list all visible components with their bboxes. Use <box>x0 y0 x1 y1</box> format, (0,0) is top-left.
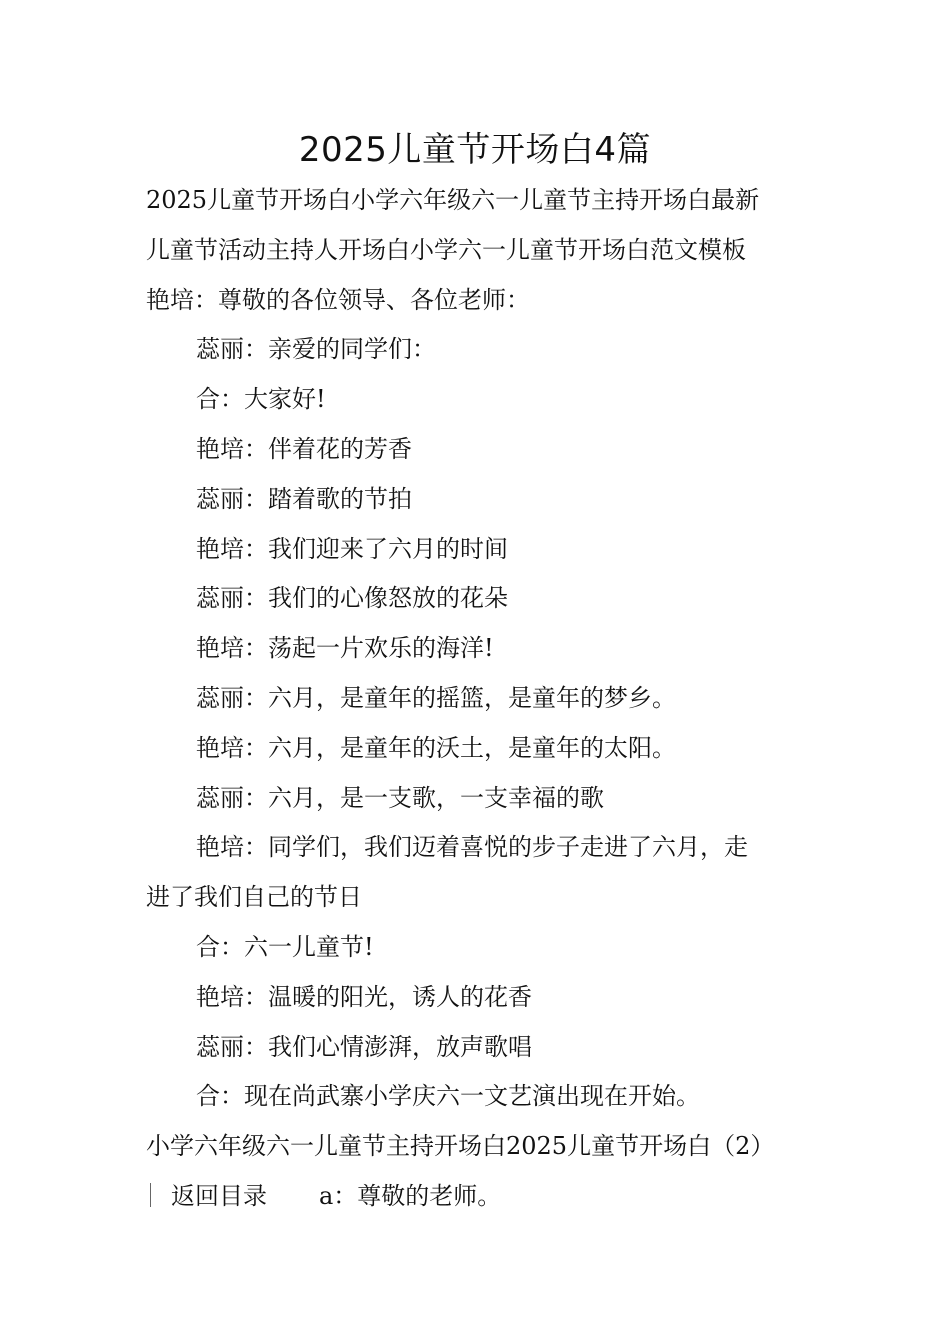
paragraph-line: 蕊丽：六月，是一支歌，一支幸福的歌 <box>196 783 604 812</box>
paragraph-line: 进了我们自己的节日 <box>146 883 362 912</box>
paragraph-line: 艳培：同学们，我们迈着喜悦的步子走进了六月，走 <box>196 833 748 862</box>
paragraph-line: 2025儿童节开场白小学六年级六一儿童节主持开场白最新 <box>146 186 760 214</box>
paragraph-line: 合：现在尚武寨小学庆六一文艺演出现在开始。 <box>196 1082 700 1111</box>
paragraph-line: 蕊丽：我们的心像怒放的花朵 <box>196 584 508 613</box>
divider-bar <box>150 1183 151 1207</box>
paragraph-line: 小学六年级六一儿童节主持开场白2025儿童节开场白（2） <box>146 1132 775 1161</box>
footer-text: a：尊敬的老师。 <box>319 1181 502 1210</box>
paragraph-line: 合：六一儿童节! <box>196 932 374 961</box>
paragraph-line: 儿童节活动主持人开场白小学六一儿童节开场白范文模板 <box>146 235 746 264</box>
paragraph-line: 蕊丽：亲爱的同学们： <box>196 335 436 364</box>
document-body <box>146 176 814 1222</box>
document-title: 2025儿童节开场白4篇 <box>298 130 652 170</box>
paragraph-line: 合：大家好! <box>196 385 326 414</box>
paragraph-line: 艳培：六月，是童年的沃土，是童年的太阳。 <box>196 733 676 762</box>
paragraph-line: 艳培：尊敬的各位领导、各位老师： <box>146 285 530 314</box>
back-to-contents-link[interactable]: 返回目录 <box>171 1181 267 1210</box>
paragraph-line: 蕊丽：六月，是童年的摇篮，是童年的梦乡。 <box>196 683 676 712</box>
paragraph-line: 蕊丽：我们心情澎湃，放声歌唱 <box>196 1032 532 1061</box>
footer-line <box>146 1172 814 1222</box>
paragraph-line: 艳培：伴着花的芳香 <box>196 434 412 463</box>
paragraph-line: 艳培：荡起一片欢乐的海洋! <box>196 634 494 663</box>
paragraph-line: 蕊丽：踏着歌的节拍 <box>196 484 412 513</box>
paragraph-line: 艳培：温暖的阳光，诱人的花香 <box>196 982 532 1011</box>
paragraph-line: 艳培：我们迎来了六月的时间 <box>196 534 508 563</box>
